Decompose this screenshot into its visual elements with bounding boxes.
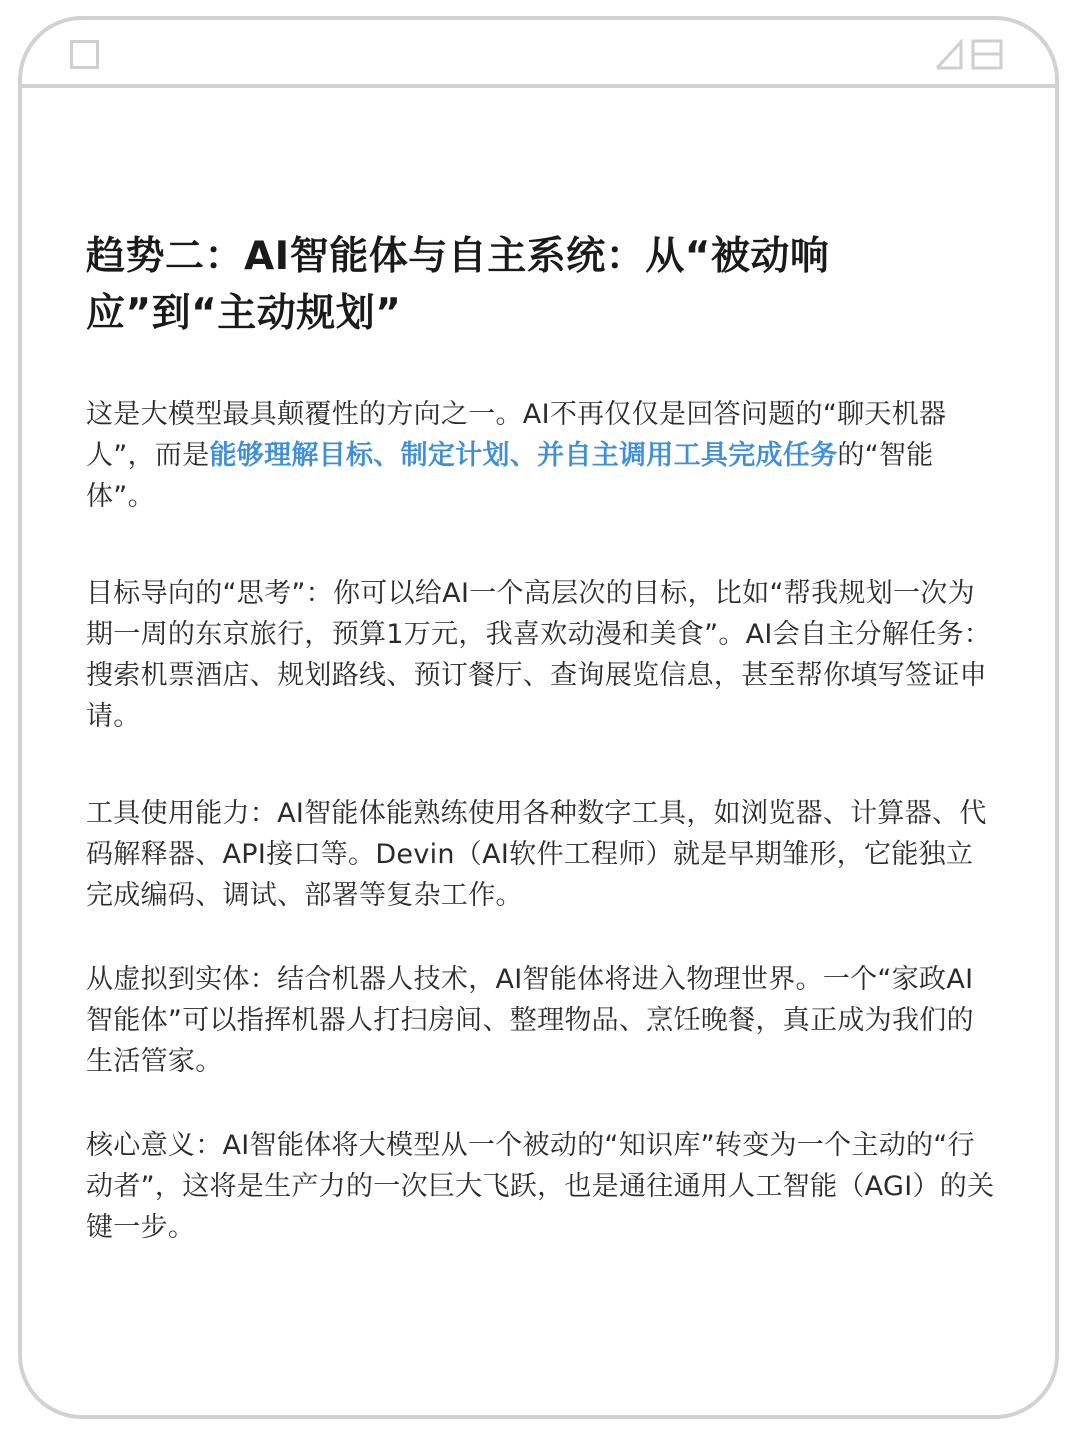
- corner-triangle-square-icon: [935, 38, 1005, 70]
- intro-text-before: 这是大模型最具颠覆性的方向之一。AI不再仅仅是回答问题的“聊天机器人”，而是: [86, 399, 947, 471]
- paragraph-goal-oriented: 目标导向的“思考”：你可以给AI一个高层次的目标，比如“帮我规划一次为期一周的东京旅行，预算1万元，我喜欢动漫和美食”。AI会自主分解任务：搜索机票酒店、规划路线、预订餐厅、查询展览信息，甚至帮你填写签证申请。: [86, 578, 992, 732]
- card-top-bar: [22, 20, 1055, 88]
- article-body: [86, 228, 996, 1248]
- intro-text-after: 的“智能体”。: [86, 440, 934, 512]
- intro-highlight: 能够理解目标、制定计划、并自主调用工具完成任务: [209, 440, 838, 471]
- intro-paragraph: [86, 394, 996, 517]
- paragraph-tool-use: 工具使用能力：AI智能体能熟练使用各种数字工具，如浏览器、计算器、代码解释器、API接口等。Devin（AI软件工程师）就是早期雏形，它能独立完成编码、调试、部署等复杂工作。: [86, 798, 987, 911]
- window-square-icon: [70, 40, 99, 69]
- paragraph-core-meaning: 核心意义：AI智能体将大模型从一个被动的“知识库”转变为一个主动的“行动者”，这将是生产力的一次巨大飞跃，也是通往通用人工智能（AGI）的关键一步。: [86, 1130, 995, 1243]
- paragraph-virtual-to-physical: 从虚拟到实体：结合机器人技术，AI智能体将进入物理世界。一个“家政AI智能体”可以指挥机器人打扫房间、整理物品、烹饪晚餐，真正成为我们的生活管家。: [86, 964, 974, 1077]
- article-title: 趋势二：AI智能体与自主系统：从“被动响应”到“主动规划”: [86, 234, 830, 336]
